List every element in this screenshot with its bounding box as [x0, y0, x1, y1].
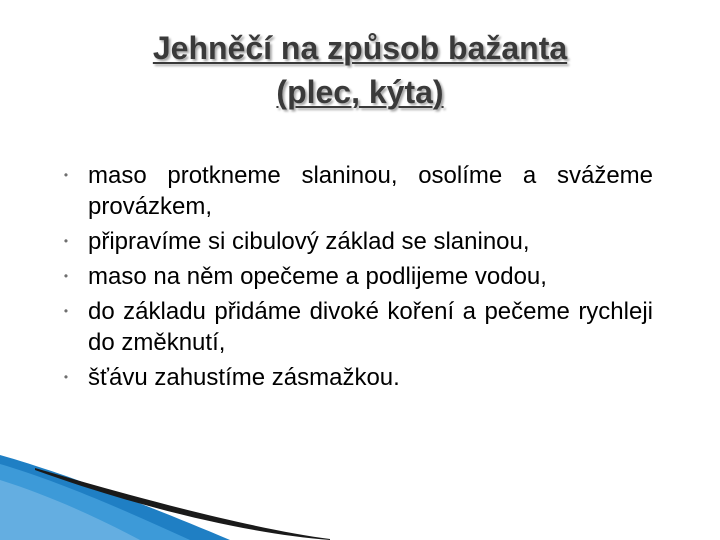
bullet-item	[63, 362, 653, 393]
bullet-text: maso protkneme slaninou, osolíme a svážeme provázkem,	[88, 162, 653, 220]
bullet-text: připravíme si cibulový základ se slaninou,	[88, 228, 530, 255]
bullet-item	[63, 226, 653, 257]
bullet-text: maso na něm opečeme a podlijeme vodou,	[88, 263, 547, 290]
bullet-dot-icon: •	[63, 269, 69, 283]
bullet-text: šťávu zahustíme zásmažkou.	[88, 364, 400, 391]
bullet-dot-icon: •	[63, 370, 69, 384]
title-line-1: Jehněčí na způsob bažanta	[152, 30, 568, 66]
bullet-dot-icon: •	[63, 234, 69, 248]
bullet-item	[63, 296, 653, 358]
bullet-dot-icon: •	[63, 168, 69, 182]
corner-swoosh-icon	[0, 450, 720, 540]
bullet-dot-icon: •	[63, 304, 69, 318]
slide-title	[80, 26, 640, 114]
bullet-item	[63, 261, 653, 292]
bullet-item	[63, 160, 653, 222]
bullet-text: do základu přidáme divoké koření a pečeme rychleji do změknutí,	[88, 298, 653, 356]
bullet-list	[63, 160, 653, 397]
title-line-2: (plec, kýta)	[276, 74, 444, 110]
